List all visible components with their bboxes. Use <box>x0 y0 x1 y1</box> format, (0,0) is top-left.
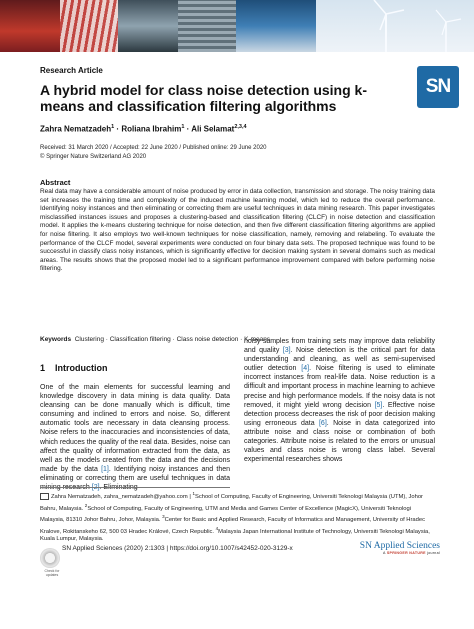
banner-image-tile <box>0 0 60 52</box>
check-for-updates-icon[interactable] <box>40 548 60 568</box>
banner-image-tile <box>60 0 118 52</box>
citation-link[interactable]: [6] <box>318 419 327 427</box>
author-list <box>40 124 247 134</box>
footnote-divider <box>40 487 230 488</box>
author-separator: · <box>114 124 122 134</box>
journal-brand <box>340 541 440 555</box>
paragraph-text: . Identifying noisy instances and then eliminating or correcting them are useful techniques in data mining research <box>40 465 230 492</box>
footnote-sup: 2 <box>84 502 88 508</box>
footnote-sup: 4 <box>215 525 219 531</box>
tagline-prefix: A <box>383 551 387 555</box>
section-heading-introduction <box>40 363 108 373</box>
author-name[interactable]: Roliana Ibrahim <box>121 124 182 134</box>
envelope-icon <box>40 493 49 500</box>
journal-brand-tagline <box>340 551 440 555</box>
intro-column-left <box>40 383 230 492</box>
paragraph-text: noisy samples from training sets may improve data reliability and quality <box>244 338 435 355</box>
paragraph-text: . Effective noise detection process decreases the risk of poor decision making using erroneous data <box>244 401 435 427</box>
publisher-name: SPRINGER NATURE <box>386 551 426 555</box>
footnote-text: Center for Basic and Applied Research, Faculty of Informatics and Management, University of Hradec Kralove, Rokitanskeho 62, 500 03 Hradec Králové, Czech Republic. <box>40 516 425 535</box>
journal-cover-banner <box>0 0 474 52</box>
journal-citation[interactable]: SN Applied Sciences (2020) 2:1303 | https://doi.org/10.1007/s42452-020-3129-x <box>62 545 293 552</box>
intro-column-right <box>244 337 435 464</box>
footnote-text: Malaysia Japan International Institute of Technology, Universiti Teknologi Malaysia, Kuala Lumpur, Malaysia. <box>40 528 430 543</box>
footnote-sup: 3 <box>162 514 165 520</box>
author-affiliation: 2,3,4 <box>234 124 247 130</box>
banner-image-tile <box>178 0 236 52</box>
banner-image-tile <box>118 0 178 52</box>
footnote-sup: 1 <box>192 491 195 496</box>
journal-brand-name: SN Applied Sciences <box>359 541 440 551</box>
paragraph-text: . Noise filtering is used to eliminate incorrect instances from real-life data. Noise reduction is a difficult and important process in machine learning to achieve precise and high performance models. If the noisy data is not removed, it might yield wrong decision <box>244 365 435 409</box>
banner-image-tile <box>236 0 316 52</box>
author-name[interactable]: Ali Selamat <box>191 124 235 134</box>
publication-dates <box>40 144 267 161</box>
paragraph-text: . Noise in data categorized into attribute noise and class noise or combination of both categories. Attribute noise is related to the errors or unusual values and class noise is wrong class label. Several experimental researches shows <box>244 419 435 464</box>
paragraph-text: One of the main elements for successful learning and knowledge discovery in data mining is data quality. Data cleansing can be done manually which is difficult, time consuming and inclined to errors and noise. So, different automatic tools are necessary in data cleansing process. Noise refers to the inaccuracies and inconsistencies of data, which reduces the quality of the real data. Besides, noise can affect the quality of information extracted from the data, as well as the models created from the data and the decisions made by the data <box>40 384 230 473</box>
paragraph-text: . Eliminating <box>99 484 138 492</box>
keywords-list: Clustering · Classification filtering · Class noise detection · K-means <box>74 336 271 343</box>
citation-link[interactable]: [3] <box>282 347 291 355</box>
tagline-suffix: journal <box>425 551 440 555</box>
abstract-heading: Abstract <box>40 178 71 187</box>
dates-line: Received: 31 March 2020 / Accepted: 22 June 2020 / Published online: 29 June 2020 <box>40 145 267 151</box>
footnote-text: School of Computing, Faculty of Engineering, Universiti Teknologi Malaysia (UTM), Johor Bahru, Malaysia. <box>40 493 423 512</box>
footnote-text: Zahra Nematzadeh, zahra_nematzadeh@yahoo.com | <box>51 493 193 500</box>
citation-link[interactable]: [4] <box>301 365 310 373</box>
citation-link[interactable]: [5] <box>374 401 383 409</box>
banner-image-tile <box>316 0 474 52</box>
wind-turbine-icon <box>316 0 474 52</box>
footnote-text: School of Computing, Faculty of Engineering, UTM and Media and Games Center of Excellence (MagicX), Universiti Teknologi Malaysia, 81310 Johor Bahru, Johor, Malaysia. <box>40 505 412 523</box>
paper-title: A hybrid model for class noise detection using k-means and classification filtering algorithms <box>40 82 367 114</box>
affiliation-footnote <box>40 490 435 544</box>
paragraph-text: . Noise detection is the critical part for data understanding and cleaning, as well as semi-supervised outlier detection <box>244 347 435 373</box>
author-name[interactable]: Zahra Nematzadeh <box>40 124 112 134</box>
author-separator: · <box>184 124 192 134</box>
copyright-line: © Springer Nature Switzerland AG 2020 <box>40 153 147 160</box>
section-number: 1 <box>40 363 46 373</box>
citation-link[interactable]: [2] <box>91 484 100 492</box>
abstract-text: Real data may have a considerable amount of noise produced by error in data collection, transmission and storage. The noisy training data set increases the training time and complexity of the induced machine learning model, which led to reduce the overall performance. Identifying noisy instances and then eliminating or correcting them are useful techniques in data mining research. This paper investigates misclassified instances issues and proposes a clustering-based and classification filtering (CLCF) in noise detection and classification model. It applies the k-means clustering technique for noise detection, and then five different classification filtering algorithms are applied for noise filtering. It also employs two well-known techniques for noise classification, namely, removing and relabeling. To evaluate the performance of the CLCF model, several experiments were conducted on four binary data sets. The proposed technique was found to be successful in classify class noisy instances, which is significantly effective for decision making system in several domains such as medical areas. The results shows that the proposed model led to a significant performance improvement compared with before performing noise filtering. <box>40 188 435 273</box>
citation-link[interactable]: [1] <box>101 465 109 473</box>
sn-journal-logo[interactable]: SN <box>417 66 459 108</box>
section-title: Introduction <box>55 363 108 373</box>
keywords-label: Keywords <box>40 336 72 343</box>
author-affiliation: 1 <box>111 124 115 130</box>
author-affiliation: 1 <box>181 124 185 130</box>
article-type: Research Article <box>40 66 103 75</box>
check-for-updates-label[interactable]: Check for updates <box>44 569 60 577</box>
